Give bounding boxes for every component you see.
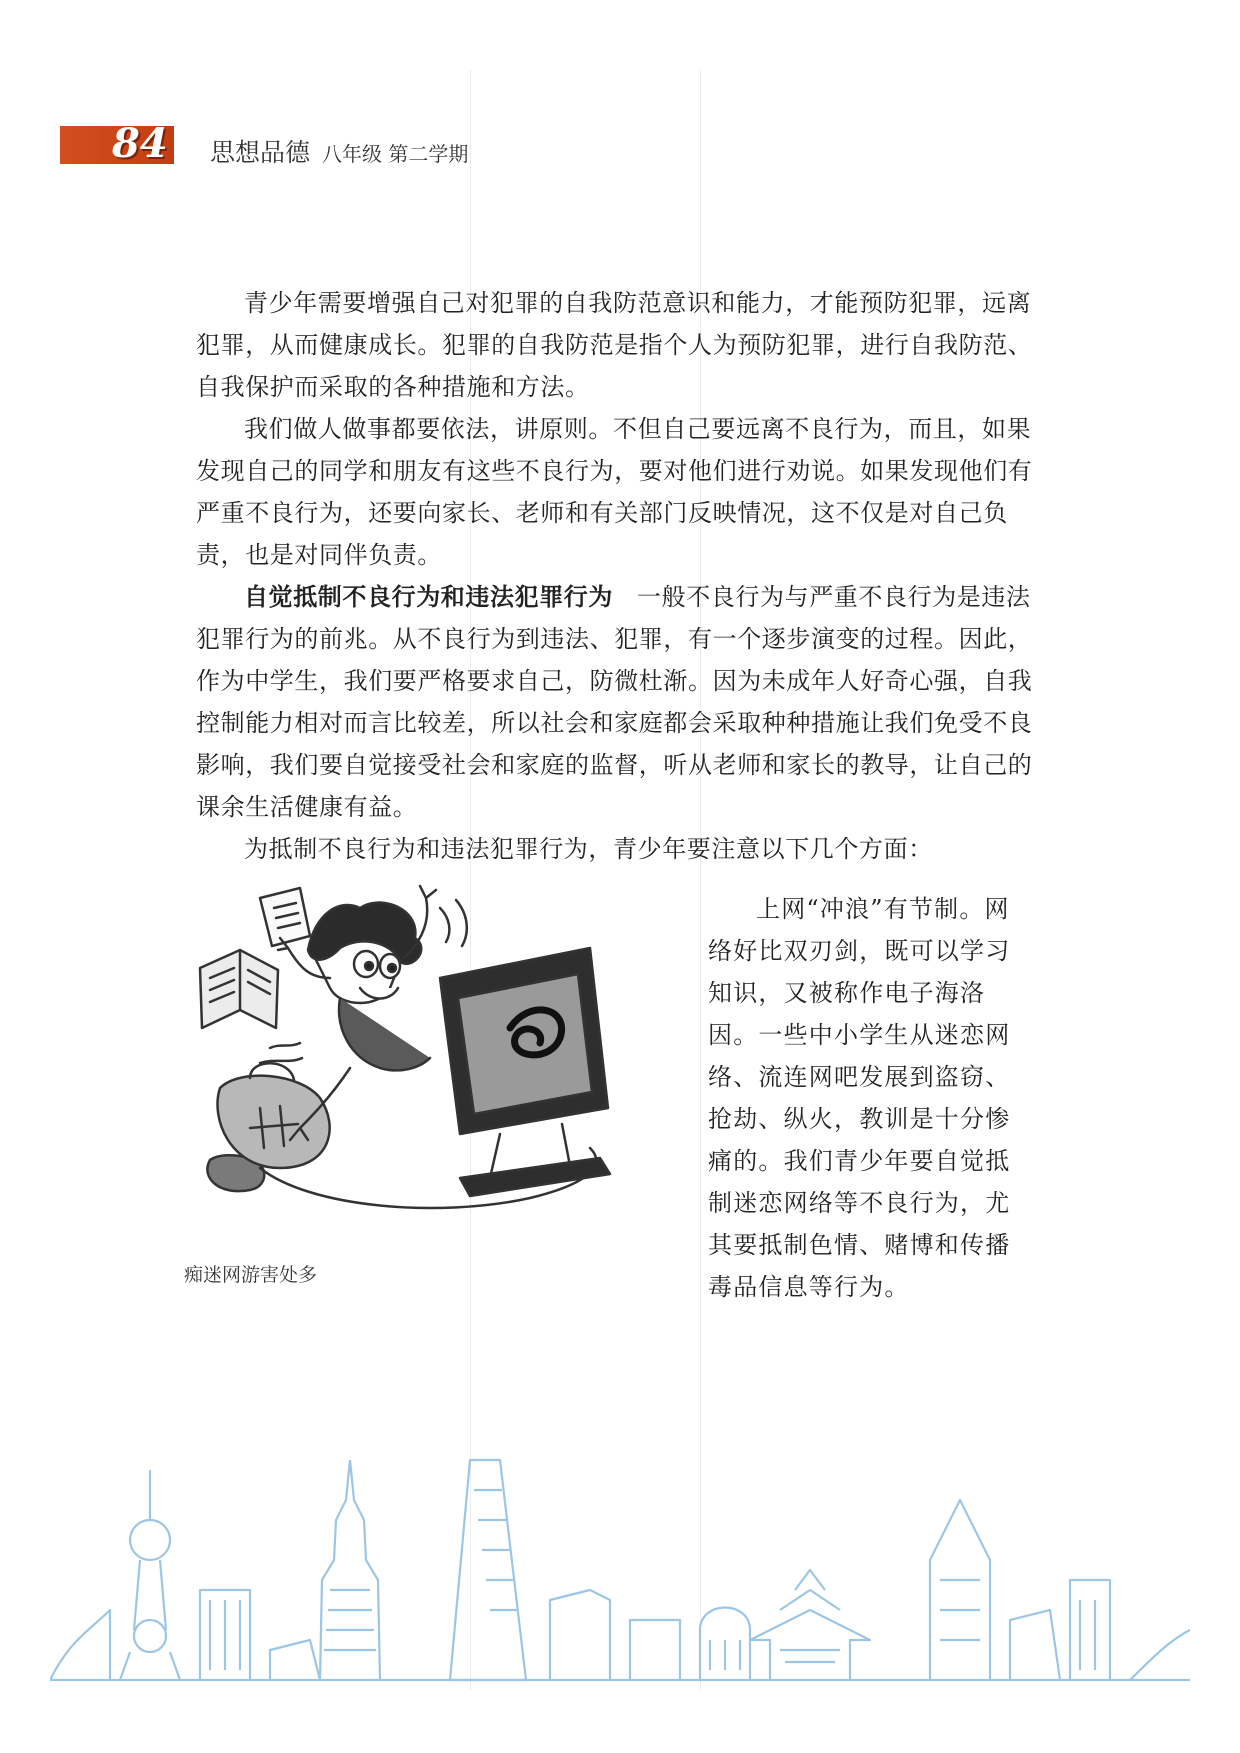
city-skyline-decoration	[50, 1440, 1190, 1700]
side-text	[708, 888, 1028, 1308]
section-heading: 自觉抵制不良行为和违法犯罪行为	[244, 583, 613, 611]
paragraph-3-text: 一般不良行为与严重不良行为是违法犯罪行为的前兆。从不良行为到违法、犯罪，有一个逐步演变的过程。因此，作为中学生，我们要严格要求自己，防微杜渐。因为未成年人好奇心强，自我控制能力相对而言比较差，所以社会和家庭都会采取种种措施让我们免受不良影响，我们要自觉接受社会和家庭的监督，听从老师和家长的教导，让自己的课余生活健康有益。	[196, 583, 1033, 821]
header-title	[210, 136, 468, 170]
internet-addiction-illustration	[190, 878, 690, 1238]
book-subtitle: 八年级 第二学期	[322, 142, 469, 166]
figure-caption: 痴迷网游害处多	[184, 1264, 318, 1286]
paragraph-3	[196, 576, 1036, 828]
paragraph-2: 我们做人做事都要依法，讲原则。不但自己要远离不良行为，而且，如果发现自己的同学和朋友有这些不良行为，要对他们进行劝说。如果发现他们有严重不良行为，还要向家长、老师和有关部门反映情况，这不仅是对自己负责，也是对同伴负责。	[196, 415, 1033, 569]
page-number: 84	[112, 120, 168, 167]
paragraph-4: 为抵制不良行为和违法犯罪行为，青少年要注意以下几个方面：	[244, 835, 933, 863]
paragraph-5: 上网“冲浪”有节制。网络好比双刃剑，既可以学习知识，又被称作电子海洛因。一些中小学生从迷恋网络、流连网吧发展到盗窃、抢劫、纵火，教训是十分惨痛的。我们青少年要自觉抵制迷恋网络等不良行为，尤其要抵制色情、赌博和传播毒品信息等行为。	[708, 895, 1011, 1301]
paragraph-1: 青少年需要增强自己对犯罪的自我防范意识和能力，才能预防犯罪，远离犯罪，从而健康成长。犯罪的自我防范是指个人为预防犯罪，进行自我防范、自我保护而采取的各种措施和方法。	[196, 289, 1033, 401]
body-text	[196, 282, 1036, 870]
book-title: 思想品德	[210, 138, 311, 167]
